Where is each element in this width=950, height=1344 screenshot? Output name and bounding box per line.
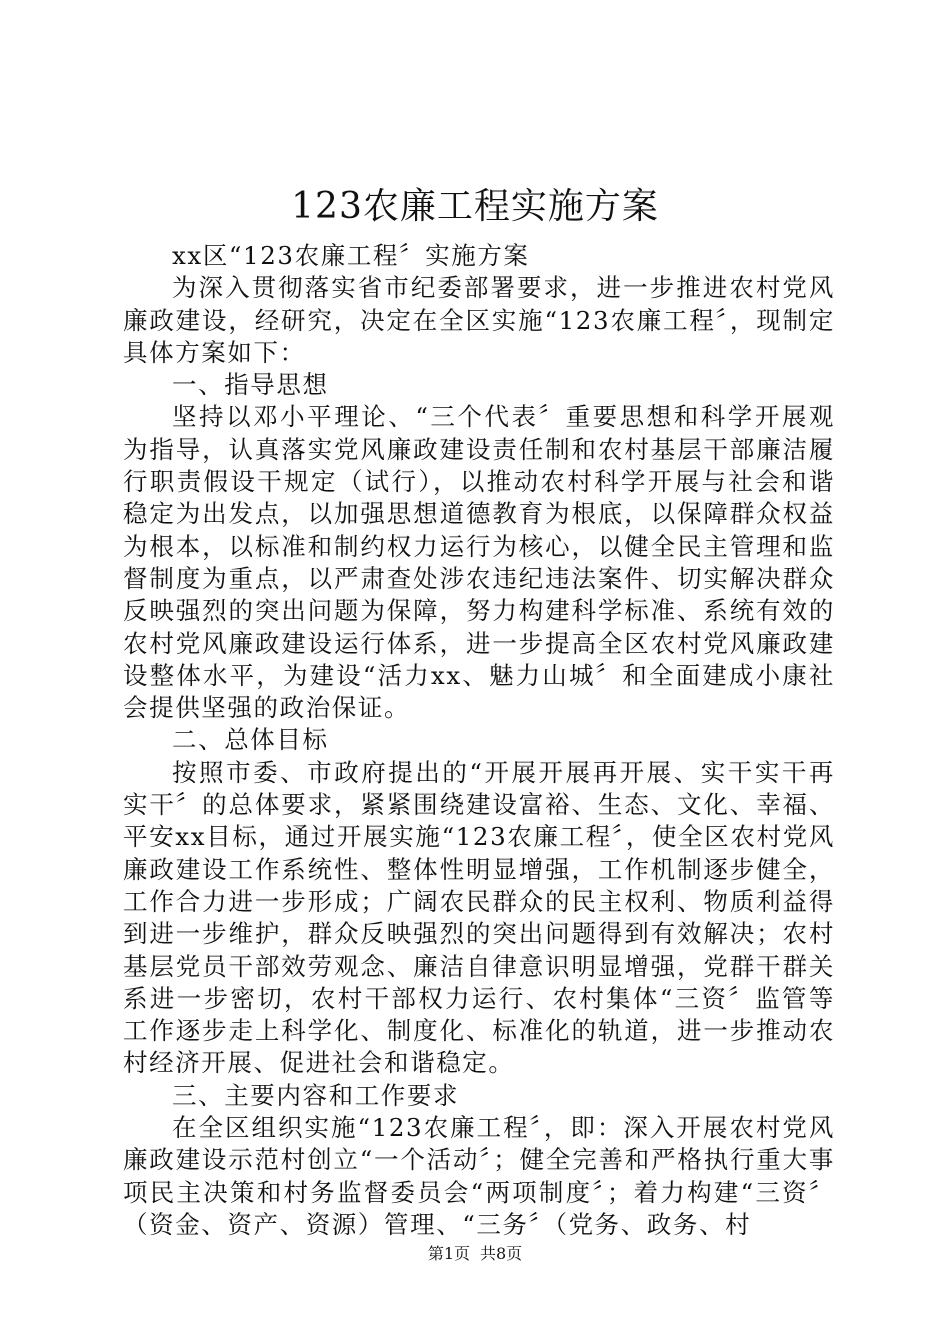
section-heading-overall-goal: 二、总体目标 bbox=[172, 725, 329, 755]
page-footer bbox=[0, 1243, 950, 1265]
subtitle-paragraph: xx区“123农廉工程〞实施方案 bbox=[172, 241, 530, 270]
guiding-thought-paragraph: 坚持以邓小平理论、“三个代表〞重要思想和科学开展观为指导，认真落实党风廉政建设责任制和农村基层干部廉洁履行职责假设干规定（试行），以推动农村科学开展与社会和谐稳定为出发点，以加强思想道德教育为根底，以保障群众权益为根本，以标准和制约权力运行为核心，以健全民主管理和监督制度为重点，以严肃查处涉农违纪违法案件、切实解决群众反映强烈的突出问题为保障，努力构建科学标准、系统有效的农村党风廉政建设运行体系，进一步提高全区农村党风廉政建设整体水平，为建设“活力xx、魅力山城〞和全面建成小康社会提供坚强的政治保证。 bbox=[123, 402, 835, 723]
page-number: 第1页 bbox=[427, 1244, 470, 1263]
section-heading-guiding-thought: 一、指导思想 bbox=[172, 370, 329, 400]
document-body bbox=[123, 240, 835, 1241]
section-heading-main-content: 三、主要内容和工作要求 bbox=[172, 1080, 460, 1110]
overall-goal-paragraph: 按照市委、市政府提出的“开展开展再开展、实干实干再实干〞的总体要求，紧紧围绕建设富裕、生态、文化、幸福、平安xx目标，通过开展实施“123农廉工程〞，使全区农村党风廉政建设工作系统性、整体性明显增强，工作机制逐步健全，工作合力进一步形成；广阔农民群众的民主权利、物质利益得到进一步维护，群众反映强烈的突出问题得到有效解决；农村基层党员干部效劳观念、廉洁自律意识明显增强，党群干群关系进一步密切，农村干部权力运行、农村集体“三资〞监管等工作逐步走上科学化、制度化、标准化的轨道，进一步推动农村经济开展、促进社会和谐稳定。 bbox=[123, 757, 835, 1078]
document-title: 123农廉工程实施方案 bbox=[291, 186, 659, 227]
page-total: 共8页 bbox=[480, 1244, 523, 1263]
intro-paragraph: 为深入贯彻落实省市纪委部署要求，进一步推进农村党风廉政建设，经研究，决定在全区实施“123农廉工程〞，现制定具体方案如下： bbox=[123, 273, 835, 367]
main-content-paragraph: 在全区组织实施“123农廉工程〞，即：深入开展农村党风廉政建设示范村创立“一个活动〞；健全完善和严格执行重大事项民主决策和村务监督委员会“两项制度〞；着力构建“三资〞（资金、资产、资源）管理、“三务〞（党务、政务、村 bbox=[123, 1113, 835, 1239]
